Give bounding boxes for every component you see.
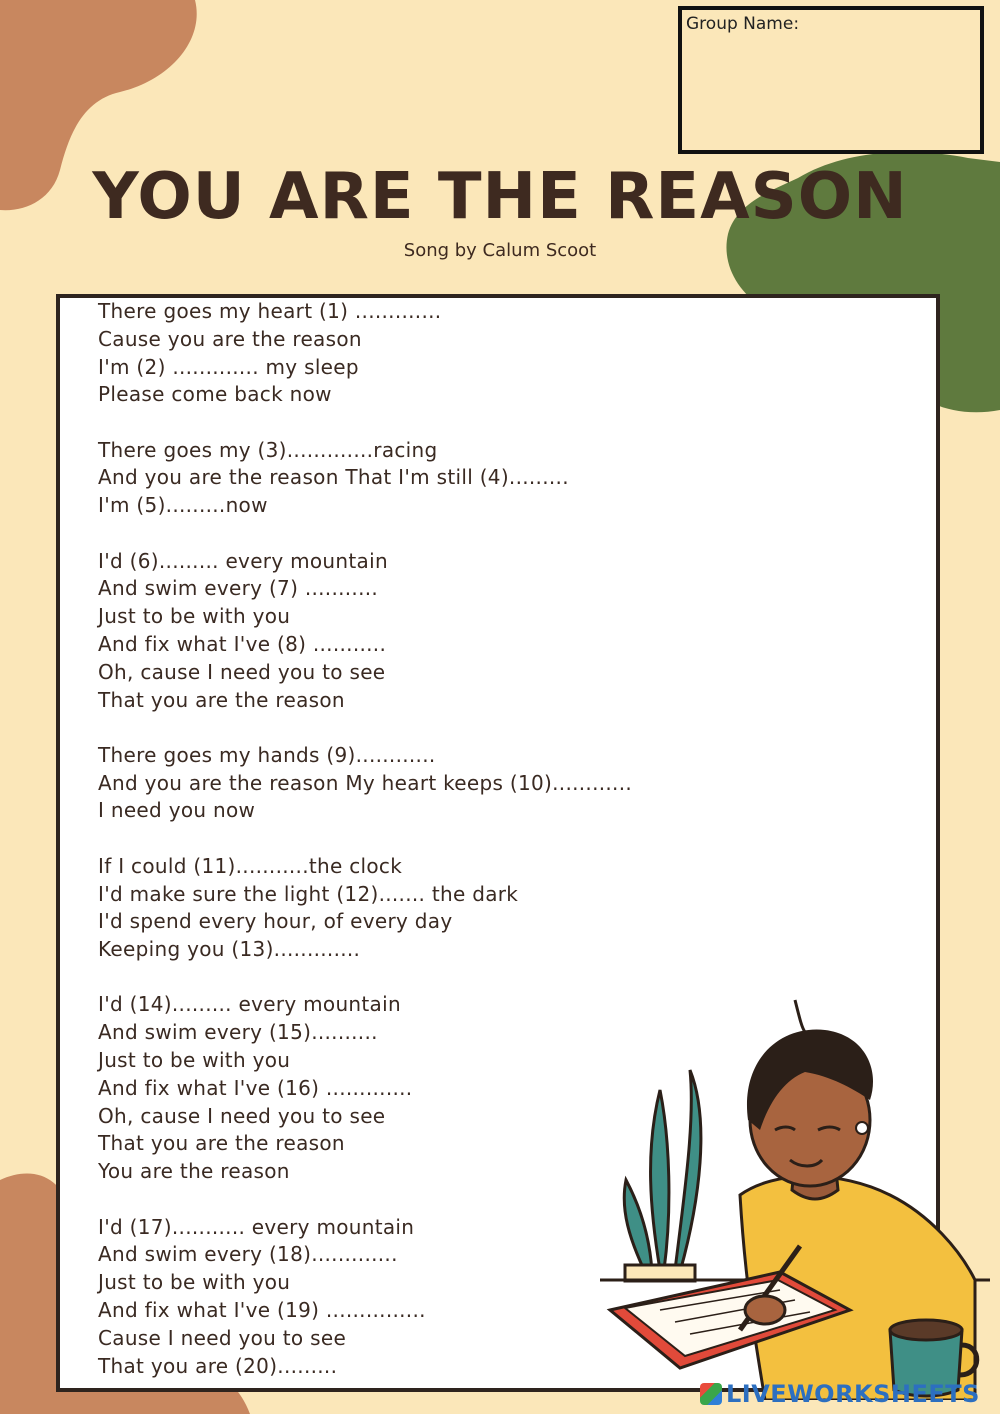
girl-writing-illustration xyxy=(590,980,990,1400)
lyric-line: You are the reason xyxy=(98,1159,290,1184)
song-title: YOU ARE THE REASON xyxy=(92,160,908,234)
lyric-line: I'd spend every hour, of every day xyxy=(98,909,453,934)
lyric-line: I need you now xyxy=(98,798,256,823)
lyric-line: Just to be with you xyxy=(98,1048,291,1073)
lyric-line: Cause you are the reason xyxy=(98,326,362,351)
lyric-line: There goes my (3).............racing xyxy=(98,437,438,462)
lyric-line: There goes my heart (1) ............. xyxy=(98,299,442,323)
liveworksheets-text: LIVEWORKSHEETS xyxy=(726,1380,980,1408)
lyrics-stanza xyxy=(98,1214,658,1381)
group-name-box[interactable] xyxy=(678,6,984,154)
lyrics-stanza xyxy=(98,742,658,825)
lyric-line: I'm (5).........now xyxy=(98,493,268,518)
lyrics-stanza xyxy=(98,853,658,964)
lyric-line: That you are the reason xyxy=(98,1131,345,1156)
lyric-line: That you are (20)......... xyxy=(98,1353,338,1378)
lyric-line: I'd make sure the light (12)....... the dark xyxy=(98,881,519,906)
lyric-line: Keeping you (13)............. xyxy=(98,937,361,962)
lyrics-stanza xyxy=(98,437,658,520)
liveworksheets-logo[interactable] xyxy=(700,1380,980,1408)
lyric-line: And swim every (15).......... xyxy=(98,1020,378,1045)
lyric-line: Just to be with you xyxy=(98,604,291,629)
lyric-line: That you are the reason xyxy=(98,687,345,712)
song-subtitle: Song by Calum Scoot xyxy=(403,240,597,261)
lyrics-stanza xyxy=(98,298,658,409)
lyrics-stanza xyxy=(98,991,658,1186)
lyric-line: And you are the reason That I'm still (4)......... xyxy=(98,465,569,490)
lyric-line: And swim every (7) ........... xyxy=(98,576,379,601)
lyric-line: I'd (14)......... every mountain xyxy=(98,992,401,1017)
liveworksheets-icon xyxy=(700,1383,722,1405)
lyric-line: I'm (2) ............. my sleep xyxy=(98,354,359,379)
lyric-line: Cause I need you to see xyxy=(98,1325,347,1350)
lyric-line: If I could (11)...........the clock xyxy=(98,853,403,878)
lyric-line: Please come back now xyxy=(98,382,332,407)
lyric-line: There goes my hands (9)............ xyxy=(98,742,436,767)
lyrics-stanza xyxy=(98,548,658,715)
lyrics-list xyxy=(98,298,658,1408)
plant-icon xyxy=(624,1070,701,1281)
group-name-label: Group Name: xyxy=(686,14,800,34)
lyric-line: Just to be with you xyxy=(98,1270,291,1295)
lyric-line: And fix what I've (16) ............. xyxy=(98,1075,413,1100)
lyric-line: And swim every (18)............. xyxy=(98,1242,398,1267)
lyric-line: And fix what I've (19) ............... xyxy=(98,1297,426,1322)
lyric-line: I'd (17)........... every mountain xyxy=(98,1214,415,1239)
lyric-line: Oh, cause I need you to see xyxy=(98,1103,386,1128)
lyric-line: And fix what I've (8) ........... xyxy=(98,631,387,656)
lyric-line: And you are the reason My heart keeps (10)............ xyxy=(98,770,633,795)
lyric-line: I'd (6)......... every mountain xyxy=(98,548,388,573)
lyric-line: Oh, cause I need you to see xyxy=(98,659,386,684)
